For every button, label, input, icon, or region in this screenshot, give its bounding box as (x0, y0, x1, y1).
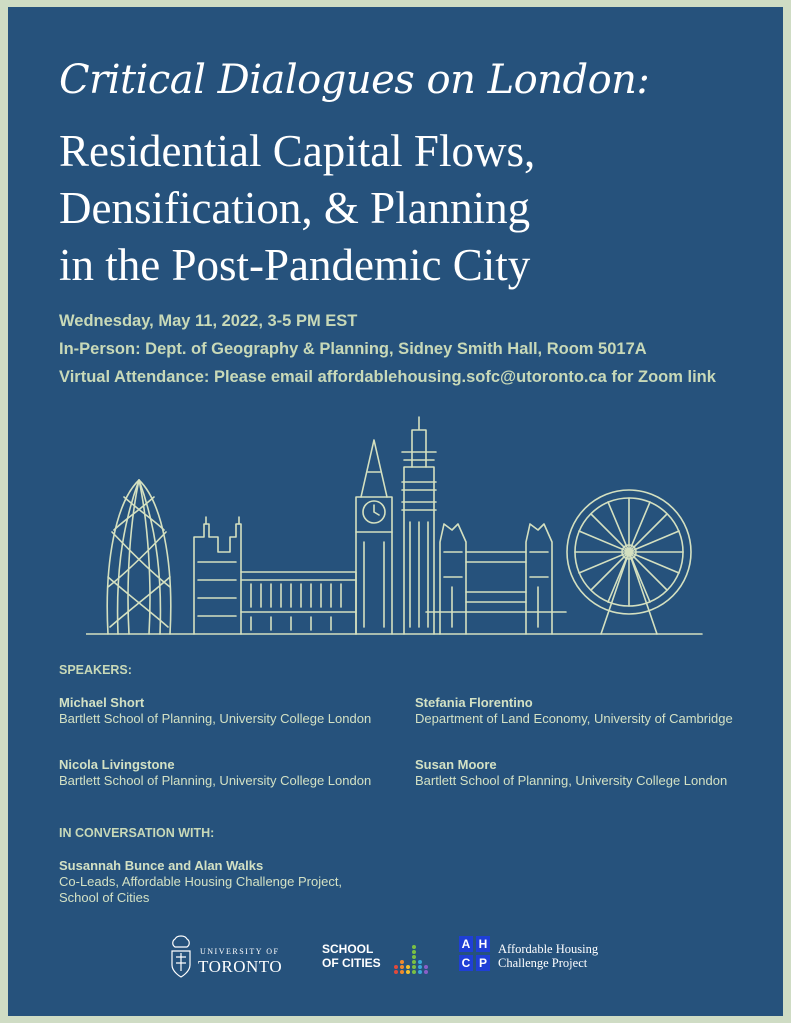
conversation-role: School of Cities (59, 890, 150, 905)
title-line: in the Post-Pandemic City (59, 240, 531, 290)
uoft-large-text: TORONTO (198, 957, 283, 976)
university-of-toronto-logo (168, 935, 308, 979)
speaker-affiliation: Bartlett School of Planning, University College London (59, 711, 372, 726)
ahcp-text: Affordable Housing Challenge Project (498, 942, 599, 970)
speakers-heading: SPEAKERS: (59, 663, 132, 677)
title-italic-line: Critical Dialogues on London: (59, 57, 650, 103)
speaker-affiliation: Department of Land Economy, University of Cambridge (415, 711, 733, 726)
event-date: Wednesday, May 11, 2022, 3-5 PM EST (59, 312, 358, 330)
speaker-name: Michael Short (59, 695, 145, 710)
gherkin-building (107, 480, 171, 634)
event-details (59, 307, 749, 391)
speaker-affiliation: Bartlett School of Planning, University College London (59, 773, 372, 788)
conversation-role: Co-Leads, Affordable Housing Challenge Project, (59, 874, 343, 889)
conversation-names: Susannah Bunce and Alan Walks (59, 858, 264, 873)
speaker-name: Stefania Florentino (415, 695, 533, 710)
bt-tower (402, 417, 436, 634)
title-line: Residential Capital Flows, (59, 126, 536, 176)
big-ben-tower (356, 440, 392, 634)
london-eye-wheel (567, 490, 691, 634)
dot-grid-icon (392, 936, 432, 976)
speaker-affiliation: Bartlett School of Planning, University College London (415, 773, 728, 788)
sponsor-logos (8, 932, 783, 982)
ahcp-letter-grid: A H C P (459, 936, 491, 972)
speaker-entry (59, 757, 389, 789)
uoft-crest-icon (168, 935, 194, 979)
speaker-entry (59, 695, 389, 727)
parliament-building (194, 517, 356, 634)
poster-title (59, 123, 759, 294)
school-of-cities-text: SCHOOL OF CITIES (322, 942, 381, 970)
ahcp-logo (459, 936, 629, 980)
title-line: Densification, & Planning (59, 183, 531, 233)
event-poster (8, 7, 783, 1016)
speaker-entry (415, 695, 745, 727)
event-location: In-Person: Dept. of Geography & Planning, Sidney Smith Hall, Room 5017A (59, 340, 647, 358)
conversation-entry (59, 858, 419, 906)
event-virtual: Virtual Attendance: Please email affordablehousing.sofc@utoronto.ca for Zoom link (59, 368, 716, 386)
london-skyline-illustration (86, 412, 711, 647)
speaker-entry (415, 757, 745, 789)
speaker-name: Nicola Livingstone (59, 757, 175, 772)
school-of-cities-logo (322, 942, 432, 978)
conversation-heading: IN CONVERSATION WITH: (59, 826, 215, 840)
tower-bridge (426, 524, 566, 634)
uoft-small-text: UNIVERSITY OF (200, 947, 280, 956)
speaker-name: Susan Moore (415, 757, 497, 772)
